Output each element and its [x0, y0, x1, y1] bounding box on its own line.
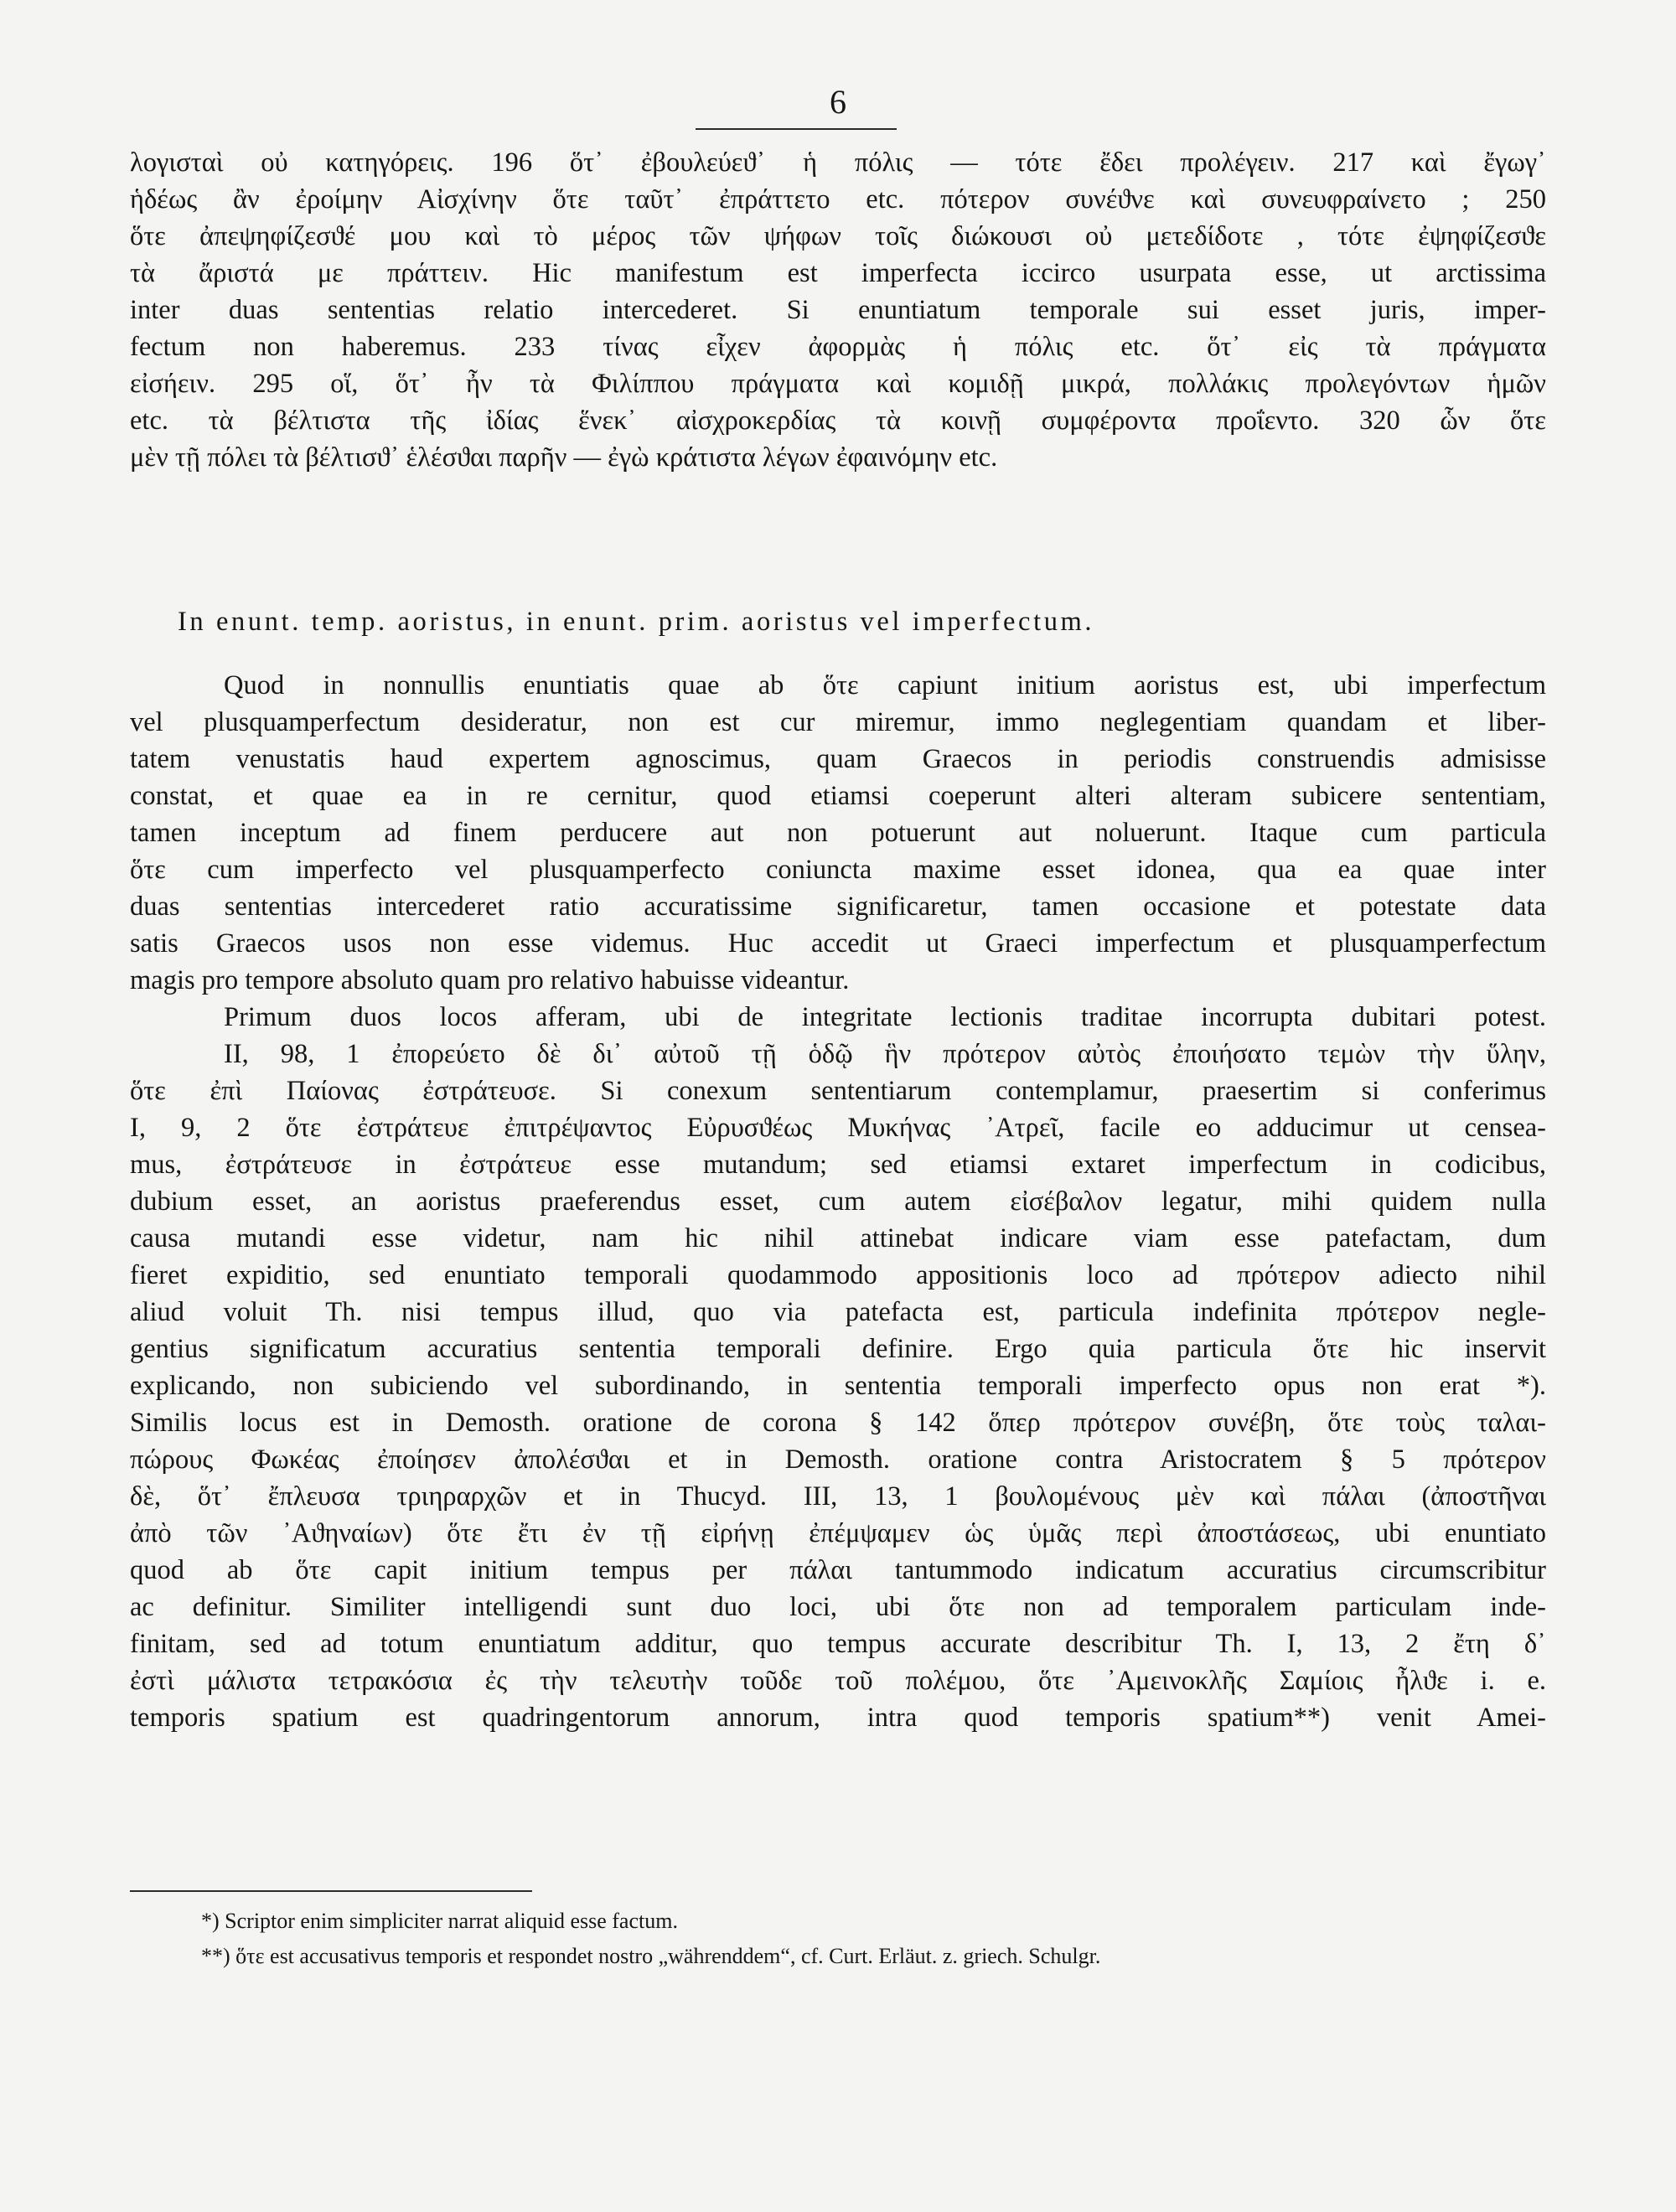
- text-line: finitam, sed ad totum enuntiatum additur, quo tempus accurate describitur Th. I, 13, 2 ἔτη δ᾿: [130, 1629, 1546, 1659]
- section-heading: In enunt. temp. aoristus, in enunt. prim. aoristus vel imperfectum.: [178, 607, 1095, 637]
- text-line: magis pro tempore absoluto quam pro relativo habuisse videantur.: [130, 965, 850, 995]
- text-line: gentius significatum accuratius sententia temporali definire. Ergo quia particula ὅτε hic inservit: [130, 1334, 1546, 1364]
- text-line: ἀπὸ τῶν ᾿Αϑηναίων) ὅτε ἔτι ἐν τῇ εἰρήνῃ ἐπέμψαμεν ὡς ὑμᾶς περὶ ἀποστάσεως, ubi enuntiato: [130, 1518, 1546, 1548]
- text-line: ὅτε ἀπεψηφίζεσϑέ μου καὶ τὸ μέρος τῶν ψήφων τοῖς διώκουσι οὐ μετεδίδοτε , τότε ἐψηφίζεσϑε: [130, 221, 1546, 251]
- text-line: tamen inceptum ad finem perducere aut non potuerunt aut noluerunt. Itaque cum particula: [130, 818, 1546, 848]
- text-line: fieret expiditio, sed enuntiato temporali quodammodo appositionis loco ad πρότερον adiecto nihil: [130, 1260, 1546, 1290]
- text-line: λογισταὶ οὐ κατηγόρεις. 196 ὅτ᾿ ἐβουλεύεϑ᾿ ἡ πόλις — τότε ἔδει προλέγειν. 217 καὶ ἔγωγ᾿: [130, 147, 1546, 178]
- text-line: πώρους Φωκέας ἐποίησεν ἀπολέσϑαι et in Demosth. oratione contra Aristocratem § 5 πρότερον: [130, 1445, 1546, 1475]
- text-line: ac definitur. Similiter intelligendi sunt duo loci, ubi ὅτε non ad temporalem particulam inde-: [130, 1592, 1546, 1622]
- text-line: τὰ ἄριστά με πράττειν. Hic manifestum est imperfecta iccirco usurpata esse, ut arctissima: [130, 258, 1546, 288]
- text-line: temporis spatium est quadringentorum annorum, intra quod temporis spatium**) venit Amei-: [130, 1703, 1546, 1733]
- text-line: tatem venustatis haud expertem agnoscimus, quam Graecos in periodis construendis admisisse: [130, 744, 1546, 774]
- text-line: II, 98, 1 ἐπορεύετο δὲ δι᾿ αὐτοῦ τῇ ὁδῷ ἣν πρότερον αὐτὸς ἐποιήσατο τεμὼν τὴν ὕλην,: [224, 1039, 1546, 1069]
- text-line: constat, et quae ea in re cernitur, quod etiamsi coeperunt alteri alteram subicere sententiam,: [130, 781, 1546, 811]
- text-line: inter duas sententias relatio intercederet. Si enuntiatum temporale sui esset juris, imper-: [130, 295, 1546, 325]
- text-line: duas sententias intercederet ratio accuratissime significaretur, tamen occasione et potestate data: [130, 892, 1546, 922]
- text-line: δὲ, ὅτ᾿ ἔπλευσα τριηραρχῶν et in Thucyd. III, 13, 1 βουλομένους μὲν καὶ πάλαι (ἀποστῆναι: [130, 1481, 1546, 1512]
- paragraph-2: [130, 667, 1546, 1736]
- text-line: aliud voluit Th. nisi tempus illud, quo via patefacta est, particula indefinita πρότερον negle-: [130, 1297, 1546, 1327]
- footnote: *) Scriptor enim simpliciter narrat aliquid esse factum.: [201, 1909, 678, 1933]
- page-number: 6: [830, 83, 846, 121]
- text-line: Primum duos locos afferam, ubi de integritate lectionis traditae incorrupta dubitari potest.: [224, 1002, 1546, 1032]
- footnotes: [201, 1904, 1542, 1974]
- text-line: I, 9, 2 ὅτε ἐστράτευε ἐπιτρέψαντος Εὐρυσϑέως Μυκήνας ᾿Ατρεῖ, facile eo adducimur ut censea-: [130, 1113, 1546, 1143]
- footnote: **) ὅτε est accusativus temporis et respondet nostro „währenddem“, cf. Curt. Erläut. z. griech. Schulgr.: [201, 1944, 1101, 1968]
- text-line: ὅτε cum imperfecto vel plusquamperfecto coniuncta maxime esset idonea, qua ea quae inter: [130, 855, 1546, 885]
- text-line: εἰσήειν. 295 οἵ, ὅτ᾿ ἦν τὰ Φιλίππου πράγματα καὶ κομιδῇ μικρά, πολλάκις προλεγόντων ἡμῶν: [130, 369, 1546, 399]
- text-line: μὲν τῇ πόλει τὰ βέλτισϑ᾿ ἑλέσϑαι παρῆν — ἐγὼ κράτιστα λέγων ἐφαινόμην etc.: [130, 442, 998, 473]
- text-line: quod ab ὅτε capit initium tempus per πάλαι tantummodo indicatum accuratius circumscribitur: [130, 1555, 1546, 1585]
- footnote-rule: [130, 1890, 532, 1892]
- text-line: dubium esset, an aoristus praeferendus esset, cum autem εἰσέβαλον legatur, mihi quidem nulla: [130, 1186, 1546, 1217]
- text-line: causa mutandi esse videtur, nam hic nihil attinebat indicare viam esse patefactam, dum: [130, 1223, 1546, 1253]
- text-line: ὅτε ἐπὶ Παίονας ἐστράτευσε. Si conexum sententiarum contemplamur, praesertim si conferimus: [130, 1076, 1546, 1106]
- text-line: Quod in nonnullis enuntiatis quae ab ὅτε capiunt initium aoristus est, ubi imperfectum: [224, 670, 1546, 700]
- text-line: ἡδέως ἂν ἐροίμην Αἰσχίνην ὅτε ταῦτ᾿ ἐπράττετο etc. πότερον συνέϑνε καὶ συνευφραίνετο ; 250: [130, 184, 1546, 214]
- text-line: explicando, non subiciendo vel subordinando, in sententia temporali imperfecto opus non erat *).: [130, 1371, 1546, 1401]
- paragraph-1: [130, 144, 1546, 476]
- text-line: fectum non haberemus. 233 τίνας εἶχεν ἀφορμὰς ἡ πόλις etc. ὅτ᾿ εἰς τὰ πράγματα: [130, 332, 1546, 362]
- text-line: etc. τὰ βέλτιστα τῆς ἰδίας ἕνεκ᾿ αἰσχροκερδίας τὰ κοινῇ συμφέροντα προΐεντο. 320 ὧν ὅτε: [130, 406, 1546, 436]
- text-line: ἐστὶ μάλιστα τετρακόσια ἐς τὴν τελευτὴν τοῦδε τοῦ πολέμου, ὅτε ᾿Αμεινοκλῆς Σαμίοις ἦλϑε i. e.: [130, 1666, 1546, 1696]
- header-rule: [696, 128, 897, 130]
- text-line: mus, ἐστράτευσε in ἐστράτευε esse mutandum; sed etiamsi extaret imperfectum in codicibus,: [130, 1150, 1546, 1180]
- text-line: vel plusquamperfectum desideratur, non est cur miremur, immo neglegentiam quandam et liber-: [130, 707, 1546, 737]
- text-line: satis Graecos usos non esse videmus. Huc accedit ut Graeci imperfectum et plusquamperfectum: [130, 928, 1546, 959]
- text-line: Similis locus est in Demosth. oratione de corona § 142 ὅπερ πρότερον συνέβη, ὅτε τοὺς ταλαι-: [130, 1408, 1546, 1438]
